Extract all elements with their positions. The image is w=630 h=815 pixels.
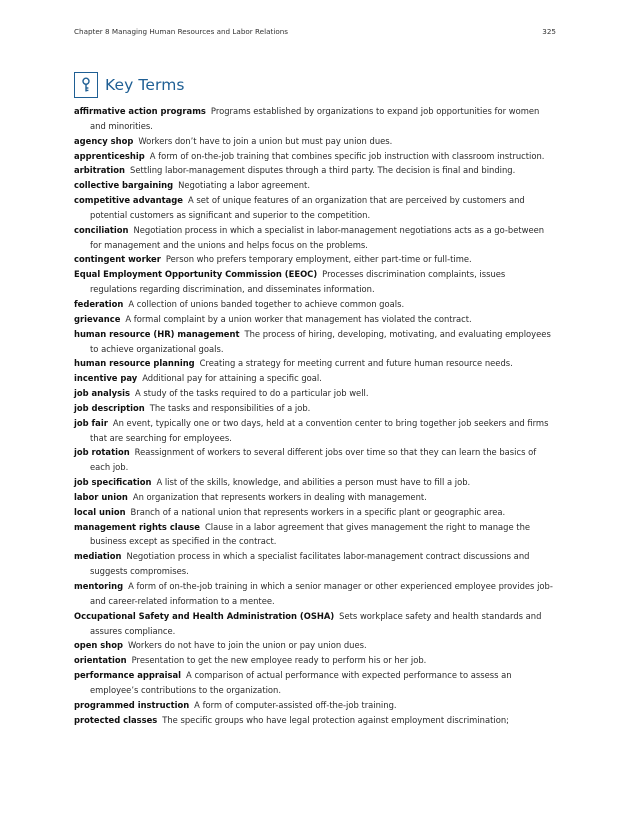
term-name: job rotation [74,447,130,458]
term-name: performance appraisal [74,670,182,681]
term-entry [74,327,554,357]
term-entry [74,297,554,312]
term-entry [74,134,554,149]
key-terms-list [74,104,554,727]
term-definition: A form of on-the-job training that combines specific job instruction with classroom instruction. [149,150,545,161]
term-entry [74,668,554,698]
chapter-title: Chapter 8 Managing Human Resources and Labor Relations [74,26,289,36]
page-number: 325 [542,26,556,36]
term-name: arbitration [74,165,126,176]
term-definition: Workers don’t have to join a union but must pay union dues. [138,135,393,146]
term-name: job analysis [74,388,130,399]
term-name: labor union [74,491,128,502]
term-definition: Sets workplace safety and health standards and assures compliance. [90,610,542,636]
term-entry [74,416,554,446]
term-name: affirmative action programs [74,106,206,116]
term-entry [74,653,554,668]
term-entry [74,713,554,728]
term-definition: Creating a strategy for meeting current and future human resource needs. [199,358,513,369]
term-entry [74,386,554,401]
term-entry [74,549,554,579]
term-definition: A set of unique features of an organization that are perceived by customers and potential customers as significant and superior to the competition. [90,195,525,220]
term-entry [74,445,554,475]
term-name: apprenticeship [74,150,145,161]
term-definition: Reassignment of workers to several different jobs over time so that they can learn the basics of each job. [90,447,537,473]
term-definition: A formal complaint by a union worker that management has violated the contract. [125,313,472,324]
term-definition: An organization that represents workers in dealing with management. [132,491,427,502]
term-entry [74,178,554,193]
term-entry [74,490,554,505]
term-name: open shop [74,640,124,651]
term-name: conciliation [74,224,129,235]
term-name: local union [74,506,126,517]
term-definition: Presentation to get the new employee ready to perform his or her job. [131,655,427,666]
term-definition: A comparison of actual performance with expected performance to assess an employee’s contributions to the organization. [90,670,512,695]
term-definition: Negotiation process in which a specialist facilitates labor-management contract discussions and suggests compromises. [90,551,530,577]
term-entry [74,698,554,713]
term-entry [74,312,554,327]
term-definition: A list of the skills, knowledge, and abilities a person must have to fill a job. [156,477,471,488]
term-definition: Processes discrimination complaints, issues regulations regarding discrimination, and disseminates information. [90,269,506,295]
term-entry [74,149,554,164]
term-name: incentive pay [74,373,138,384]
term-name: agency shop [74,135,134,146]
term-name: contingent worker [74,254,161,265]
term-entry [74,475,554,490]
term-definition: A form of computer-assisted off-the-job training. [194,699,397,710]
term-definition: Negotiating a labor agreement. [178,180,310,191]
term-name: job fair [74,417,108,428]
term-name: job specification [74,477,152,488]
term-name: collective bargaining [74,180,174,191]
term-definition: Clause in a labor agreement that gives management the right to manage the business except as specified in the contract. [90,521,531,547]
term-entry [74,252,554,267]
key-icon [74,72,98,98]
term-entry [74,267,554,297]
section-heading [74,70,185,100]
term-name: Equal Employment Opportunity Commission (EEOC) [74,269,318,280]
term-name: human resource planning [74,358,195,369]
term-entry [74,193,554,223]
term-name: programmed instruction [74,699,190,710]
term-definition: A collection of unions banded together to achieve common goals. [128,298,405,309]
term-name: grievance [74,313,121,324]
term-name: human resource (HR) management [74,328,240,339]
term-name: competitive advantage [74,195,183,206]
term-entry [74,638,554,653]
term-definition: The process of hiring, developing, motivating, and evaluating employees to achieve organizational goals. [90,328,551,354]
term-definition: Additional pay for attaining a specific goal. [142,373,322,384]
term-entry [74,520,554,550]
term-name: protected classes [74,714,158,725]
term-entry [74,104,554,134]
term-definition: Programs established by organizations to expand job opportunities for women and minorities. [90,106,540,131]
term-entry [74,356,554,371]
term-definition: The tasks and responsibilities of a job. [149,402,311,413]
term-name: mentoring [74,581,124,591]
term-name: federation [74,298,124,309]
term-name: job description [74,402,145,413]
term-entry [74,579,554,609]
term-entry [74,371,554,386]
term-entry [74,223,554,253]
term-definition: The specific groups who have legal protection against employment discrimination; [162,714,509,725]
term-definition: A form of on-the-job training in which a senior manager or other experienced employee provides job- and career-related information to a mentee. [90,581,553,606]
term-definition: Negotiation process in which a specialist in labor-management negotiations acts as a go-between for management and the unions and helps focus on the problems. [90,224,545,250]
term-name: management rights clause [74,521,200,532]
term-definition: An event, typically one or two days, held at a convention center to bring together job seekers and firms that are searching for employees. [90,417,549,443]
term-definition: Person who prefers temporary employment, either part-time or full-time. [165,254,472,265]
term-entry [74,505,554,520]
term-entry [74,401,554,416]
section-title: Key Terms [105,76,185,94]
running-header [74,24,556,38]
term-name: orientation [74,655,127,666]
term-definition: A study of the tasks required to do a particular job well. [134,388,369,399]
term-definition: Workers do not have to join the union or pay union dues. [128,640,367,651]
term-definition: Settling labor-management disputes through a third party. The decision is final and binding. [130,165,516,176]
term-entry [74,163,554,178]
term-entry [74,609,554,639]
term-name: mediation [74,551,122,562]
term-name: Occupational Safety and Health Administration (OSHA) [74,610,335,621]
term-definition: Branch of a national union that represents workers in a specific plant or geographic area. [130,506,506,517]
